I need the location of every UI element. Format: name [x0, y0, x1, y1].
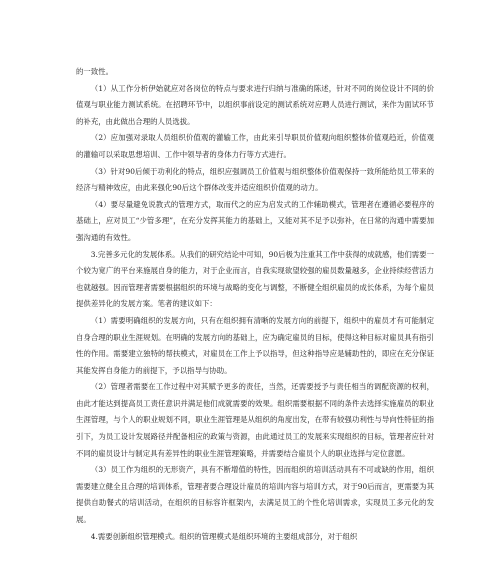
paragraph-item-3b: （3）员工作为组织的无形资产，具有不断增值的特性，因而组织的培训活动具有不可或缺的作用，组织需要建立健全且合理的培训体系，管理者要合理设计雇员的培训内容与培训方式，对于90后而言，更需要为其提供自助餐式的培训活动，在组织的目标容许框架内，去满足员工的个性化培训需求，实现员工多元化的发展。 — [76, 465, 434, 525]
paragraph-item-2: （2）应加强对录取人员组织价值观的灌输工作，由此来引导职员价值观向组织整体价值观趋近，价值观的灌输可以采取思想培训、工作中领导者的身体力行等方式进行。 — [76, 133, 434, 159]
paragraph-item-1b: （1）需要明确组织的发展方向，只有在组织拥有清晰的发展方向的前提下，组织中的雇员才有可能制定自身合理的职业生涯规划。在明确的发展方向的基础上，应为确定雇员的目标，使得这种目标对雇员具有指引性的作用。需要建立独特的帮扶模式，对雇员在工作上予以指导，但这种指导应是辅助性的，即应在充分保证其能发挥自身能力的前提下，予以指导与协助。 — [76, 315, 434, 375]
section-3-paragraph: 3.完善多元化的发展体系。从我们的研究结论中可知，90后极为注重其工作中获得的成就感，他们需要一个较为宽广的平台来施展自身的能力，对于企业而言，自我实现欲望较强的雇员数量越多，企业持续经营活力也就越强。因而管理者需要根据组织的环境与战略的变化与调整，不断健全组织雇员的成长体系，为每个雇员提供差异化的发展方案。笔者的建议如下： — [76, 249, 434, 309]
paragraph-item-3: （3）针对90后倾于功利化的特点，组织应强调员工价值观与组织整体价值观保持一致所能给员工带来的经济与精神效应，由此来强化90后这个群体改变并适应组织价值观的动力。 — [76, 166, 434, 193]
paragraph-item-2b: （2）管理者需要在工作过程中对其赋予更多的责任，当然，还需要授予与责任相当的调配资源的权利，由此才能达到提高员工责任意识并满足他们成就需要的效果。组织需要根据不同的条件去选择实施雇员的职业生涯管理，与个人的职业规划不同，职业生涯管理是从组织的角度出发，在带有较强功利性与导向性特征的指引下，为员工设计发展路径并配备相应的政策与资源，由此通过员工的发展来实现组织的目标，管理者应针对不同的雇员设计与制定具有差异性的职业生涯管理策略，并需要结合雇员个人的职业选择与定位意愿。 — [76, 382, 434, 458]
paragraph-item-4: （4）要尽量避免说教式的管理方式，取而代之的应为启发式的工作辅助模式，管理者在遵循必要程序的基础上，应对员工“少管多理”，在充分发挥其能力的基础上，又能对其不足予以弥补，在日常的沟通中需要加强沟通的有效性。 — [76, 199, 434, 242]
section-4-paragraph: 4.需要创新组织管理模式。组织的管理模式是组织环境的主要组成部分，对于组织 — [90, 531, 358, 541]
document-body — [76, 64, 434, 545]
paragraph-item-1: （1）从工作分析伊始就应对各岗位的特点与要求进行归纳与准确的陈述，针对不同的岗位设计不同的价值观与职业能力测试系统。在招聘环节中，以组织事前设定的测试系统对应聘人员进行测试，来作为面试环节的补充，由此做出合理的人员选拔。 — [76, 83, 434, 126]
paragraph-continuation: 的一致性。 — [76, 67, 114, 76]
